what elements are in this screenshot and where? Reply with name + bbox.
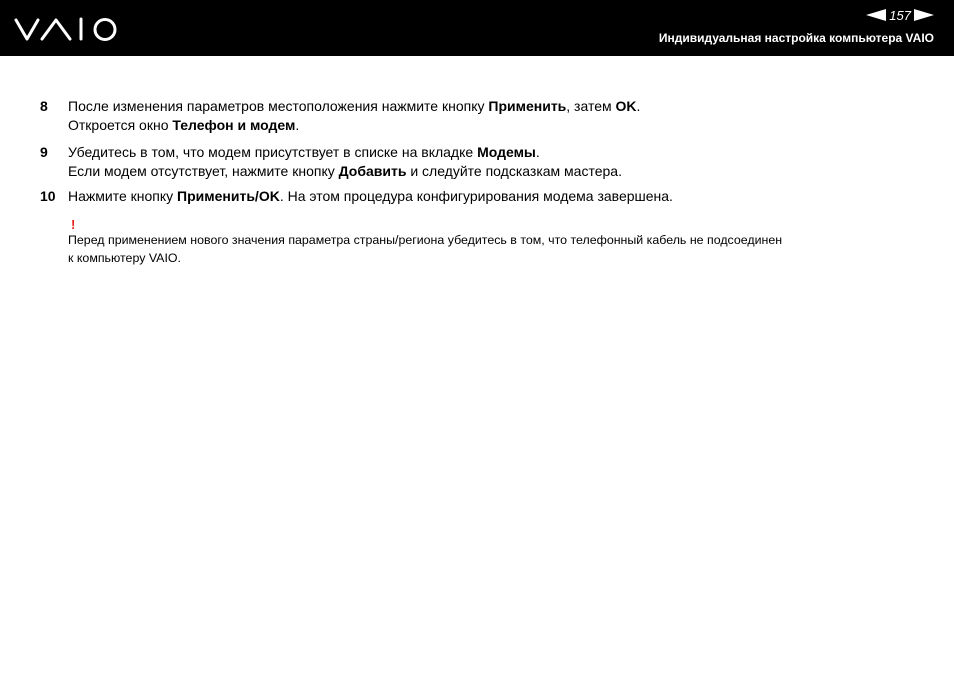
note-text <box>68 232 928 267</box>
step-text <box>68 187 673 206</box>
vaio-logo <box>14 15 120 43</box>
step-line: Если модем отсутствует, нажмите кнопку Добавить и следуйте подсказкам мастера. <box>68 163 622 179</box>
warning-icon: ! <box>71 217 76 232</box>
step-line: Нажмите кнопку Применить/OK. На этом процедура конфигурирования модема завершена. <box>68 188 673 204</box>
step-number: 9 <box>40 144 48 160</box>
note-block <box>68 217 928 267</box>
page-header <box>0 0 954 56</box>
page-navigation <box>866 7 934 23</box>
page-number: 157 <box>889 7 911 23</box>
step-line: Убедитесь в том, что модем присутствует в списке на вкладке Модемы. <box>68 144 540 160</box>
step-number: 8 <box>40 98 48 114</box>
step-number: 10 <box>40 188 56 204</box>
note-line: к компьютеру VAIO. <box>68 250 181 265</box>
step-line: После изменения параметров местоположения нажмите кнопку Применить, затем OK. <box>68 98 641 114</box>
step-text <box>68 143 622 181</box>
section-title: Индивидуальная настройка компьютера VAIO <box>658 31 934 45</box>
note-line: Перед применением нового значения параметра страны/региона убедитесь в том, что телефонный кабель не подсоединен <box>68 233 783 247</box>
arrow-right-icon[interactable] <box>914 9 934 21</box>
step-line: Откроется окно Телефон и модем. <box>68 117 300 133</box>
step-text <box>68 97 640 135</box>
arrow-left-icon[interactable] <box>866 9 886 21</box>
